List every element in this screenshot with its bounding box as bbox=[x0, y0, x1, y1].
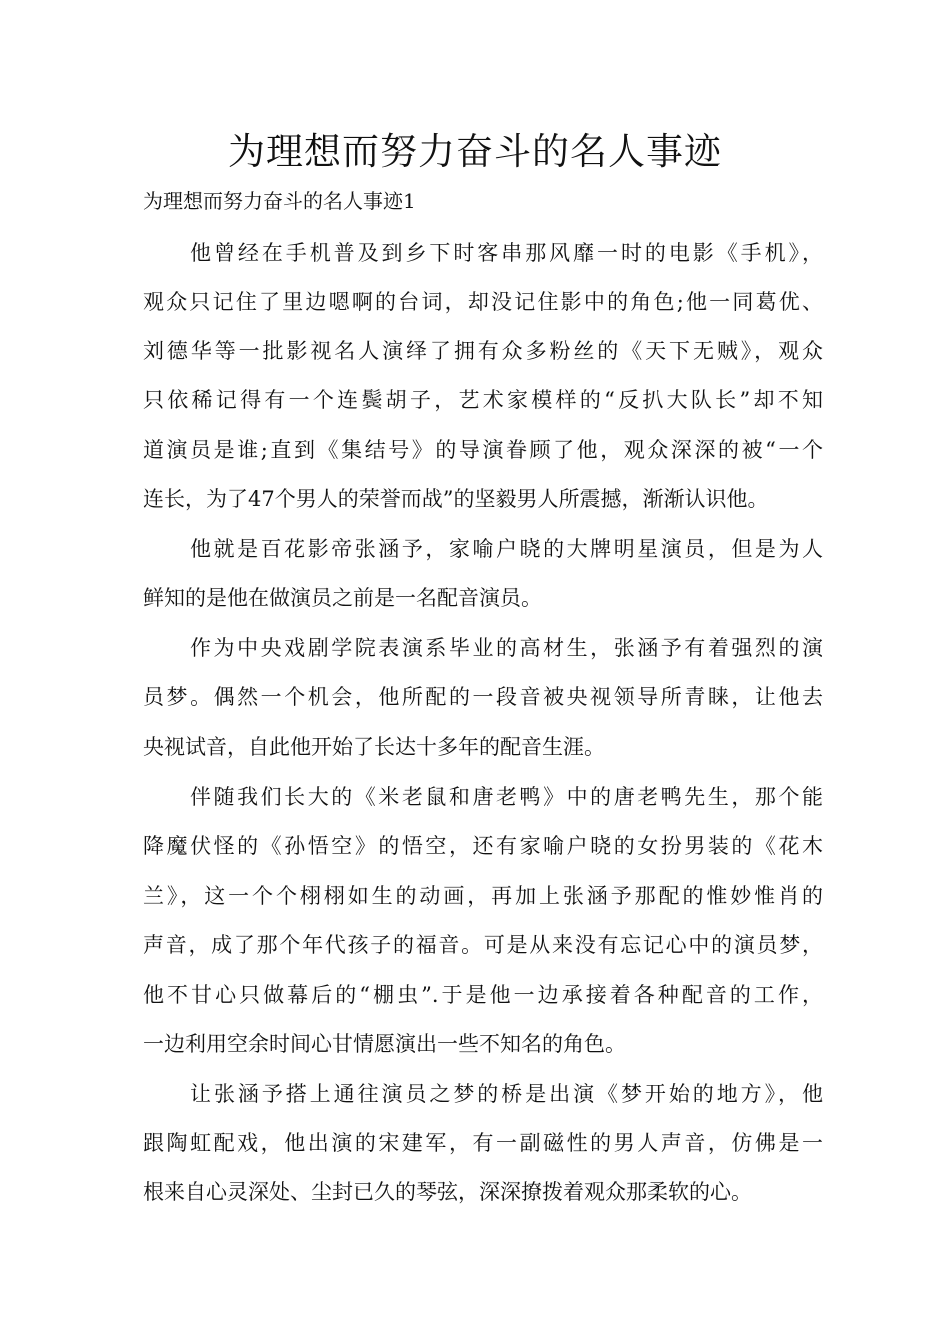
text-line: 声音，成了那个年代孩子的福音。可是从来没有忘记心中的演员梦， bbox=[143, 933, 823, 957]
text-line: 一边利用空余时间心甘情愿演出一些不知名的角色。 bbox=[143, 1032, 626, 1056]
text-line: 降魔伏怪的《孙悟空》的悟空，还有家喻户晓的女扮男装的《花木 bbox=[143, 834, 823, 858]
text-line: 刘德华等一批影视名人演绎了拥有众多粉丝的《天下无贼》，观众 bbox=[143, 339, 823, 363]
text-line: 跟陶虹配戏，他出演的宋建军，有一副磁性的男人声音，仿佛是一 bbox=[143, 1131, 823, 1155]
text-line: 鲜知的是他在做演员之前是一名配音演员。 bbox=[143, 586, 542, 610]
text-line: 伴随我们长大的《米老鼠和唐老鸭》中的唐老鸭先生，那个能 bbox=[190, 785, 823, 809]
text-line: 他不甘心只做幕后的“棚虫”.于是他一边承接着各种配音的工作， bbox=[143, 983, 823, 1007]
text-line: 他曾经在手机普及到乡下时客串那风靡一时的电影《手机》， bbox=[190, 241, 823, 265]
document-title: 为理想而努力奋斗的名人事迹 bbox=[228, 130, 722, 173]
text-line: 兰》，这一个个栩栩如生的动画，再加上张涵予那配的惟妙惟肖的 bbox=[143, 884, 823, 908]
text-line: 让张涵予搭上通往演员之梦的桥是出演《梦开始的地方》，他 bbox=[190, 1082, 823, 1106]
text-line: 只依稀记得有一个连鬓胡子，艺术家模样的“反扒大队长”却不知 bbox=[143, 388, 823, 412]
text-line: 观众只记住了里边嗯啊的台词，却没记住影中的角色;他一同葛优、 bbox=[143, 290, 823, 314]
text-line: 员梦。偶然一个机会，他所配的一段音被央视领导所青睐，让他去 bbox=[143, 685, 823, 709]
text-line: 他就是百花影帝张涵予，家喻户晓的大牌明星演员，但是为人 bbox=[190, 537, 823, 561]
text-line: 连长，为了47个男人的荣誉而战”的坚毅男人所震撼，渐渐认识他。 bbox=[143, 487, 769, 511]
text-line: 央视试音，自此他开始了长达十多年的配音生涯。 bbox=[143, 735, 605, 759]
section-heading: 为理想而努力奋斗的名人事迹1 bbox=[143, 189, 416, 213]
text-line: 作为中央戏剧学院表演系毕业的高材生，张涵予有着强烈的演 bbox=[190, 636, 823, 660]
text-line: 根来自心灵深处、尘封已久的琴弦，深深撩拨着观众那柔软的心。 bbox=[143, 1180, 752, 1204]
text-line: 道演员是谁;直到《集结号》的导演眷顾了他，观众深深的被“一个 bbox=[143, 438, 823, 462]
